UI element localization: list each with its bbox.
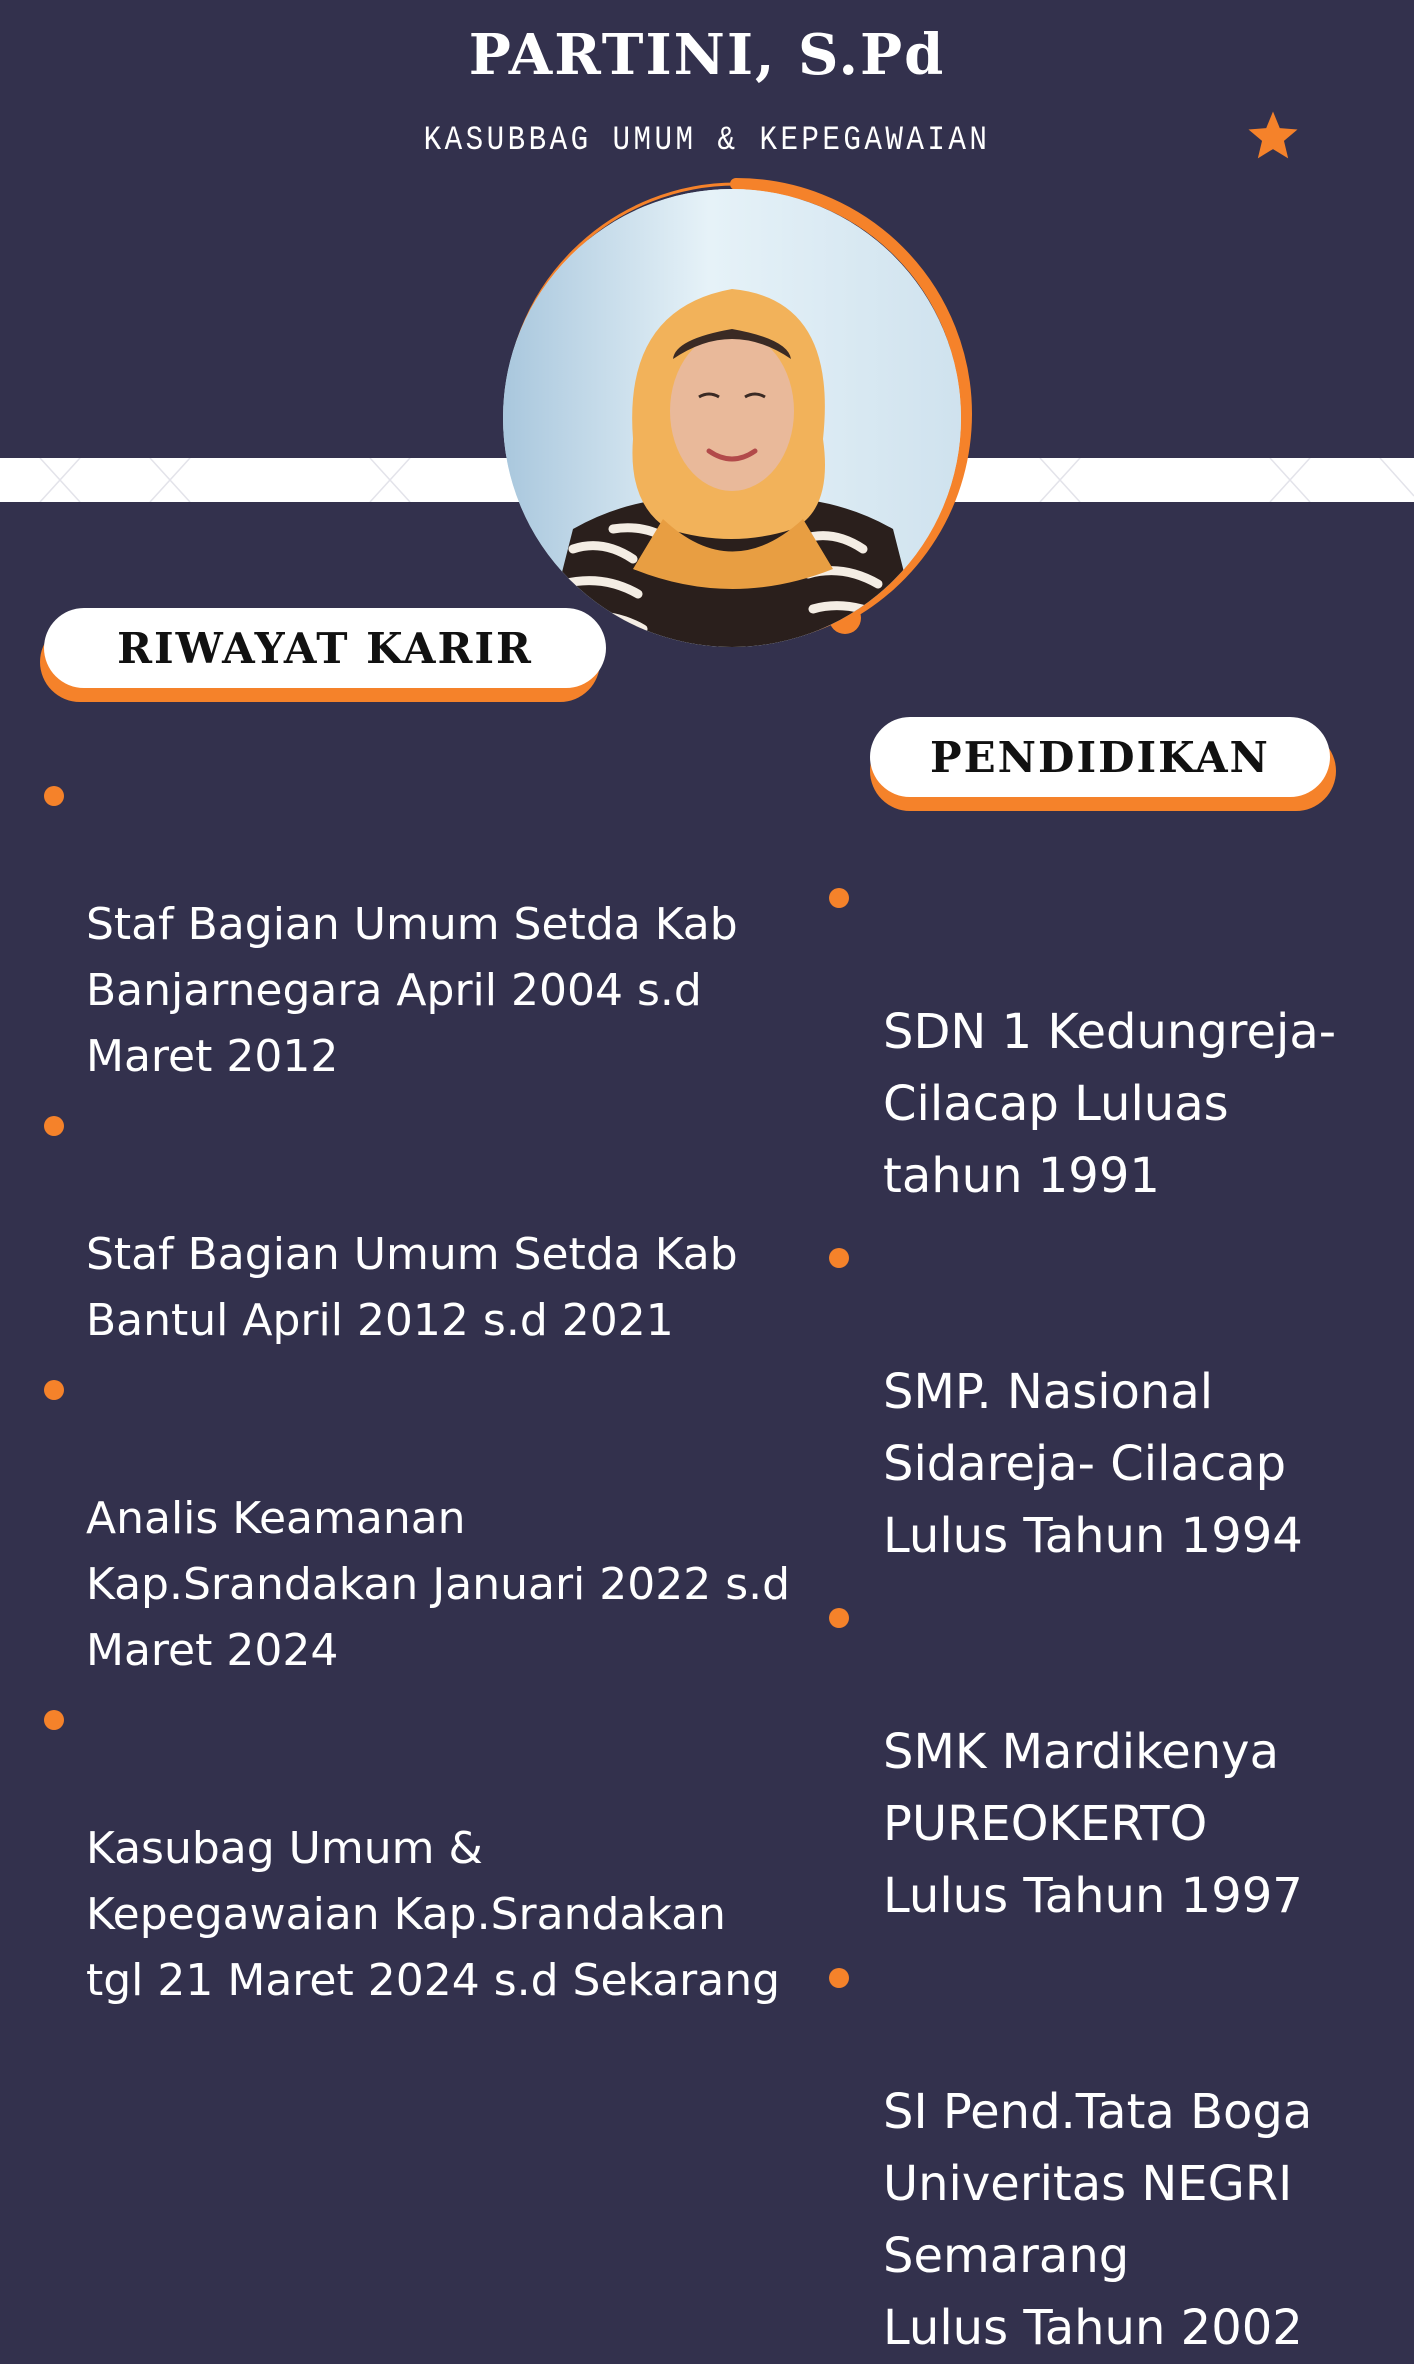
education-item-text: SMK Mardikenya PUREOKERTO Lulus Tahun 1997 bbox=[883, 1724, 1303, 1924]
bullet-dot bbox=[44, 1710, 64, 1730]
list-item bbox=[86, 760, 806, 1090]
career-item-text: Kasubag Umum & Kepegawaian Kap.Srandakan tgl 21 Maret 2024 s.d Sekarang bbox=[86, 1823, 781, 2006]
list-item bbox=[86, 1090, 806, 1354]
bullet-dot bbox=[829, 888, 849, 908]
bullet-dot bbox=[829, 1608, 849, 1628]
job-title: KASUBBAG UMUM & KEPEGAWAIAN bbox=[423, 122, 991, 160]
education-section-label bbox=[870, 717, 1336, 797]
list-item bbox=[86, 1354, 806, 1684]
bullet-dot bbox=[829, 1248, 849, 1268]
list-item bbox=[883, 1932, 1403, 2364]
career-item-text: Staf Bagian Umum Setda Kab Banjarnegara April 2004 s.d Maret 2012 bbox=[86, 899, 738, 1082]
list-item bbox=[883, 1572, 1403, 1932]
career-item-text: Analis Keamanan Kap.Srandakan Januari 2022 s.d Maret 2024 bbox=[86, 1493, 791, 1676]
bullet-dot bbox=[44, 786, 64, 806]
list-item bbox=[883, 852, 1403, 1212]
list-item bbox=[883, 1212, 1403, 1572]
career-list bbox=[86, 760, 806, 2014]
career-section-label bbox=[40, 608, 606, 688]
profile-photo bbox=[503, 189, 961, 647]
career-item-text: Staf Bagian Umum Setda Kab Bantul April 2012 s.d 2021 bbox=[86, 1229, 738, 1346]
list-item bbox=[86, 1684, 806, 2014]
star-icon bbox=[1245, 108, 1301, 164]
education-item-text: SI Pend.Tata Boga Univeritas NEGRI Semarang Lulus Tahun 2002 bbox=[883, 2084, 1313, 2356]
bullet-dot bbox=[44, 1380, 64, 1400]
bullet-dot bbox=[44, 1116, 64, 1136]
bullet-dot bbox=[829, 1968, 849, 1988]
education-item-text: SDN 1 Kedungreja- Cilacap Luluas tahun 1991 bbox=[883, 1004, 1337, 1204]
education-label-text: PENDIDIKAN bbox=[870, 717, 1330, 797]
education-item-text: SMP. Nasional Sidareja- Cilacap Lulus Tahun 1994 bbox=[883, 1364, 1303, 1564]
education-list bbox=[883, 852, 1403, 2364]
person-name: PARTINI, S.Pd bbox=[468, 22, 946, 88]
career-label-text: RIWAYAT KARIR bbox=[44, 608, 606, 688]
